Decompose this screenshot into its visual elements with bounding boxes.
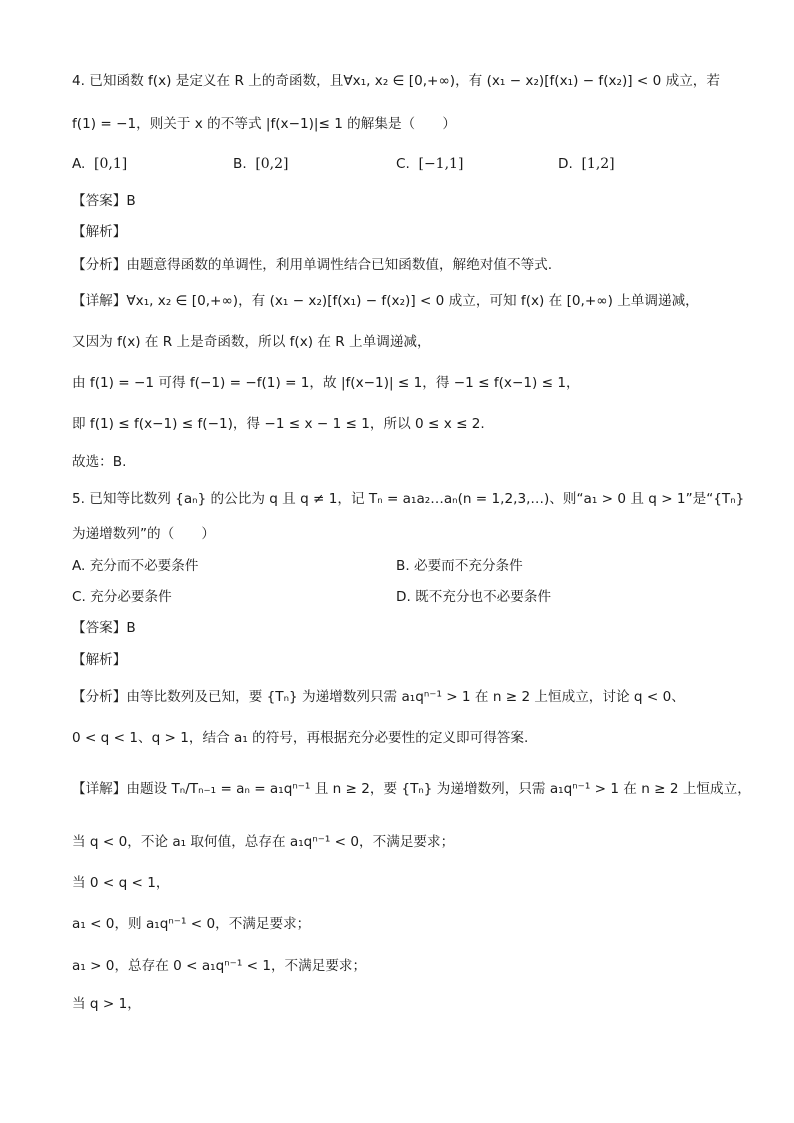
q5-option-d: D. 既不充分也不必要条件	[396, 589, 552, 605]
q4-stem-line1: 4. 已知函数 f(x) 是定义在 R 上的奇函数，且∀x₁, x₂ ∈ [0,+∞)，有 (x₁ − x₂)[f(x₁) − f(x₂)] < 0 成立，若	[72, 73, 720, 89]
q4-detail-line1: 【详解】∀x₁, x₂ ∈ [0,+∞)，有 (x₁ − x₂)[f(x₁) − f(x₂)] < 0 成立，可知 f(x) 在 [0,+∞) 上单调递减，	[72, 293, 699, 309]
q5-analysis-line1: 【分析】由等比数列及已知，要 {Tₙ} 为递增数列只需 a₁qⁿ⁻¹ > 1 在 n ≥ 2 上恒成立，讨论 q < 0、	[72, 689, 685, 705]
q5-detail-line6: 当 q > 1，	[72, 996, 141, 1012]
q4-answer: 【答案】B	[72, 193, 136, 209]
q5-analysis-head: 【解析】	[72, 652, 127, 668]
q4-option-a: A. [0,1]	[72, 156, 128, 172]
q4-option-d: D. [1,2]	[558, 156, 615, 172]
q4-stem-line2: f(1) = −1，则关于 x 的不等式 |f(x−1)|≤ 1 的解集是（ ）	[72, 116, 456, 132]
q5-answer: 【答案】B	[72, 620, 136, 636]
q4-detail-line4: 即 f(1) ≤ f(x−1) ≤ f(−1)，得 −1 ≤ x − 1 ≤ 1，所以 0 ≤ x ≤ 2.	[72, 416, 485, 432]
q4-analysis: 【分析】由题意得函数的单调性，利用单调性结合已知函数值，解绝对值不等式.	[72, 257, 553, 273]
q5-detail-line3: 当 0 < q < 1，	[72, 875, 170, 891]
q5-detail-line2: 当 q < 0，不论 a₁ 取何值，总存在 a₁qⁿ⁻¹ < 0，不满足要求；	[72, 834, 455, 850]
q4-option-c: C. [−1,1]	[396, 156, 464, 172]
q4-conclusion: 故选：B.	[72, 454, 127, 470]
q5-stem-line2: 为递增数列”的（ ）	[72, 526, 215, 542]
q5-analysis-line2: 0 < q < 1、q > 1，结合 a₁ 的符号，再根据充分必要性的定义即可得答案.	[72, 730, 529, 746]
q5-detail-line1: 【详解】由题设 Tₙ/Tₙ₋₁ = aₙ = a₁qⁿ⁻¹ 且 n ≥ 2，要 {Tₙ} 为递增数列，只需 a₁qⁿ⁻¹ > 1 在 n ≥ 2 上恒成立，	[72, 781, 751, 797]
q4-option-b: B. [0,2]	[233, 156, 289, 172]
q5-option-b: B. 必要而不充分条件	[396, 558, 523, 574]
q5-option-a: A. 充分而不必要条件	[72, 558, 199, 574]
q5-option-c: C. 充分必要条件	[72, 589, 172, 605]
q4-detail-line3: 由 f(1) = −1 可得 f(−1) = −f(1) = 1，故 |f(x−1)| ≤ 1，得 −1 ≤ f(x−1) ≤ 1，	[72, 375, 580, 391]
q4-analysis-head: 【解析】	[72, 224, 127, 240]
q4-detail-line2: 又因为 f(x) 在 R 上是奇函数，所以 f(x) 在 R 上单调递减，	[72, 334, 431, 350]
q5-stem-line1: 5. 已知等比数列 {aₙ} 的公比为 q 且 q ≠ 1，记 Tₙ = a₁a₂…aₙ(n = 1,2,3,…)、则“a₁ > 0 且 q > 1”是“{Tₙ}	[72, 491, 745, 507]
q5-detail-line4: a₁ < 0，则 a₁qⁿ⁻¹ < 0，不满足要求；	[72, 916, 311, 932]
q5-detail-line5: a₁ > 0，总存在 0 < a₁qⁿ⁻¹ < 1，不满足要求；	[72, 958, 367, 974]
